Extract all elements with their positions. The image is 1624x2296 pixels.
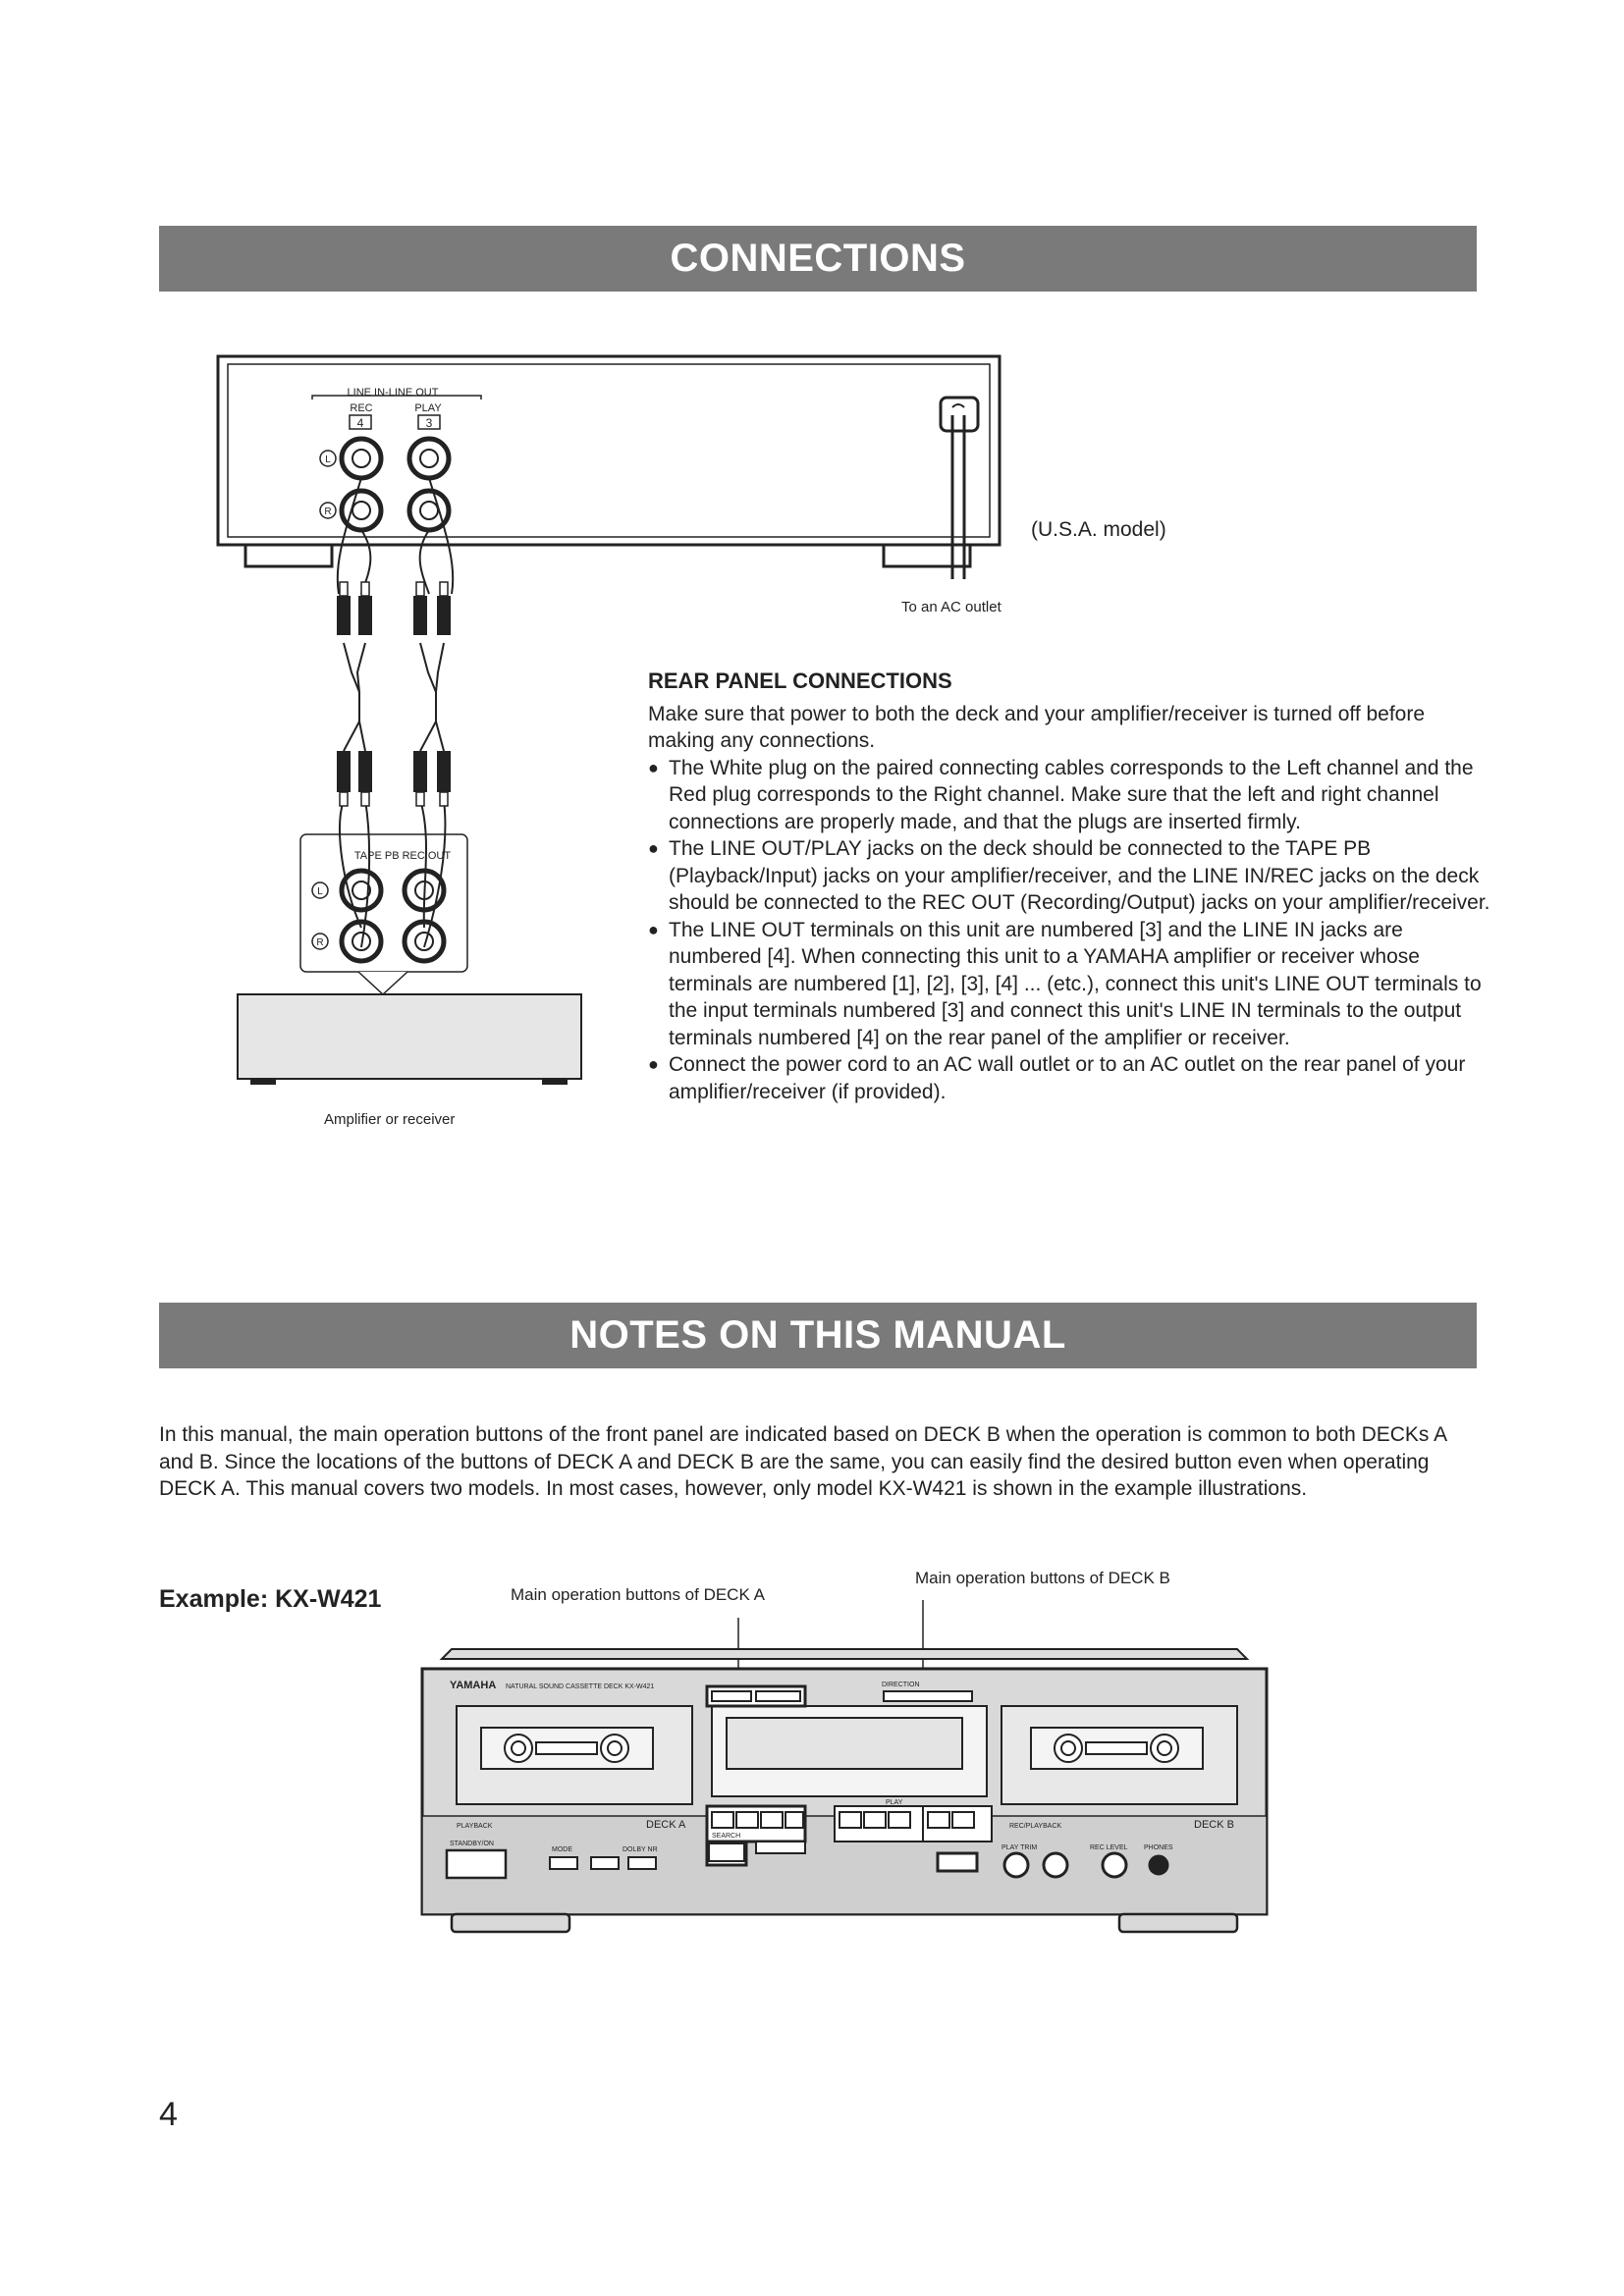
amplifier-body bbox=[238, 994, 581, 1085]
front-panel-diagram bbox=[412, 1590, 1276, 1944]
brand-label: YAMAHA bbox=[450, 1680, 497, 1691]
rec-label: REC bbox=[350, 402, 373, 414]
bullet-item: ● The LINE OUT/PLAY jacks on the deck should be connected to the TAPE PB (Playback/Input) jacks on your amplifier/receiver, and the LINE IN/REC jacks on the deck should be connected to the REC OUT (Recording/Output) jacks on your amplifier/receiver. bbox=[648, 837, 1490, 914]
play-label: PLAY bbox=[886, 1799, 903, 1806]
jack-header-label: LINE IN-LINE OUT bbox=[347, 387, 439, 399]
play-number: 3 bbox=[425, 416, 433, 430]
mode-buttons bbox=[550, 1857, 656, 1869]
deck-right-mark: R bbox=[324, 507, 332, 517]
standby-button bbox=[447, 1850, 506, 1878]
amplifier-label: Amplifier or receiver bbox=[324, 1111, 456, 1128]
deck-left-mark: L bbox=[325, 454, 331, 465]
rear-panel-text bbox=[648, 667, 1492, 1105]
bullet-text: The LINE OUT terminals on this unit are numbered [3] and the LINE IN jacks are numbered [4]. When connecting this unit to a YAMAHA amplifier or receiver whose terminals are numbered [1], [2], [3], [4] ... (etc.), connect this unit's LINE OUT terminals to the input terminals numbered [3] and connect this unit's LINE IN terminals to the output terminals numbered [4] on the rear panel of the amplifier or receiver. bbox=[669, 918, 1482, 1049]
lower-plugs bbox=[337, 751, 451, 806]
bullet-item: ● Connect the power cord to an AC wall outlet or to an AC outlet on the rear panel of your amplifier/receiver (if provided). bbox=[648, 1053, 1466, 1103]
bullet-text: The White plug on the paired connecting cables corresponds to the Left channel and the Red plug corresponds to the Right channel. Make sure that the left and right channel connections are properly made, and that the plugs are inserted firmly. bbox=[669, 756, 1474, 833]
rear-panel-heading: REAR PANEL CONNECTIONS bbox=[648, 668, 952, 693]
rec-level-label: REC LEVEL bbox=[1090, 1844, 1128, 1851]
model-line-label: NATURAL SOUND CASSETTE DECK KX-W421 bbox=[506, 1683, 655, 1690]
phones-label: PHONES bbox=[1144, 1844, 1173, 1851]
example-heading: Example: KX-W421 bbox=[159, 1585, 382, 1613]
amp-left-mark: L bbox=[317, 886, 323, 897]
cassette-door-a bbox=[457, 1706, 692, 1804]
tape-pb-rec-out-label: TAPE PB REC OUT bbox=[353, 850, 452, 862]
search-label: SEARCH bbox=[712, 1833, 741, 1840]
rec-number: 4 bbox=[356, 416, 364, 430]
play-trim-label: PLAY TRIM bbox=[1001, 1844, 1038, 1851]
cassette-door-b bbox=[1001, 1706, 1237, 1804]
dolby-label: DOLBY NR bbox=[623, 1846, 658, 1853]
ac-outlet-label: To an AC outlet bbox=[901, 599, 1001, 615]
deck-b-callout: Main operation buttons of DECK B bbox=[915, 1569, 1170, 1587]
deck-b-label: DECK B bbox=[1194, 1819, 1234, 1831]
bullet-item: ● The LINE OUT terminals on this unit are numbered [3] and the LINE IN jacks are numbered [4]. When connecting this unit to a YAMAHA amplifier or receiver whose terminals are numbered [1], [2], [3], [4] ... (etc.), connect this unit's LINE OUT terminals to the input terminals numbered [3] and connect this unit's LINE IN terminals to the output terminals numbered [4] on the rear panel of the amplifier or receiver. bbox=[648, 918, 1482, 1049]
direction-label: DIRECTION bbox=[882, 1682, 920, 1688]
play-label: PLAY bbox=[414, 402, 442, 414]
bullet-text: The LINE OUT/PLAY jacks on the deck should be connected to the TAPE PB (Playback/Input) jacks on your amplifier/receiver, and the LINE IN/REC jacks on the deck should be connected to the REC OUT (Recording/Output) jacks on your amplifier/receiver. bbox=[669, 837, 1490, 914]
rear-panel-intro: Make sure that power to both the deck and your amplifier/receiver is turned off before making any connections. bbox=[648, 702, 1426, 752]
deck-jacks bbox=[320, 439, 449, 530]
standby-label: STANDBY/ON bbox=[450, 1841, 494, 1847]
bullet-item: ● The White plug on the paired connecting cables corresponds to the Left channel and the Red plug corresponds to the Right channel. Make sure that the left and right channel connections are properly made, and that the plugs are inserted firmly. bbox=[648, 756, 1474, 833]
deck-a-label: DECK A bbox=[646, 1819, 686, 1831]
bullet-text: Connect the power cord to an AC wall outlet or to an AC outlet on the rear panel of your amplifier/receiver (if provided). bbox=[669, 1053, 1466, 1103]
notes-banner: NOTES ON THIS MANUAL bbox=[159, 1303, 1477, 1368]
page-number: 4 bbox=[159, 2096, 178, 2133]
connections-banner: CONNECTIONS bbox=[159, 226, 1477, 292]
mode-label: MODE bbox=[552, 1846, 572, 1853]
deck-a-callout: Main operation buttons of DECK A bbox=[511, 1585, 765, 1604]
rec-playback-label: REC/PLAYBACK bbox=[1009, 1823, 1062, 1830]
playback-label: PLAYBACK bbox=[457, 1823, 493, 1830]
rear-panel-bullets bbox=[648, 755, 1492, 1106]
notes-paragraph: In this manual, the main operation buttons of the front panel are indicated based on DECK B when the operation is common to both DECKs A and B. Since the locations of the buttons of DECK A and DECK B are the same, you can easily find the desired button even when operating DECK A. This manual covers two models. In most cases, however, only model KX-W421 is shown in the example illustrations. bbox=[159, 1423, 1446, 1500]
upper-plugs bbox=[337, 582, 451, 635]
amp-right-mark: R bbox=[316, 937, 324, 948]
usa-model-label: (U.S.A. model) bbox=[1031, 518, 1166, 541]
deck-top-lid bbox=[442, 1649, 1247, 1659]
